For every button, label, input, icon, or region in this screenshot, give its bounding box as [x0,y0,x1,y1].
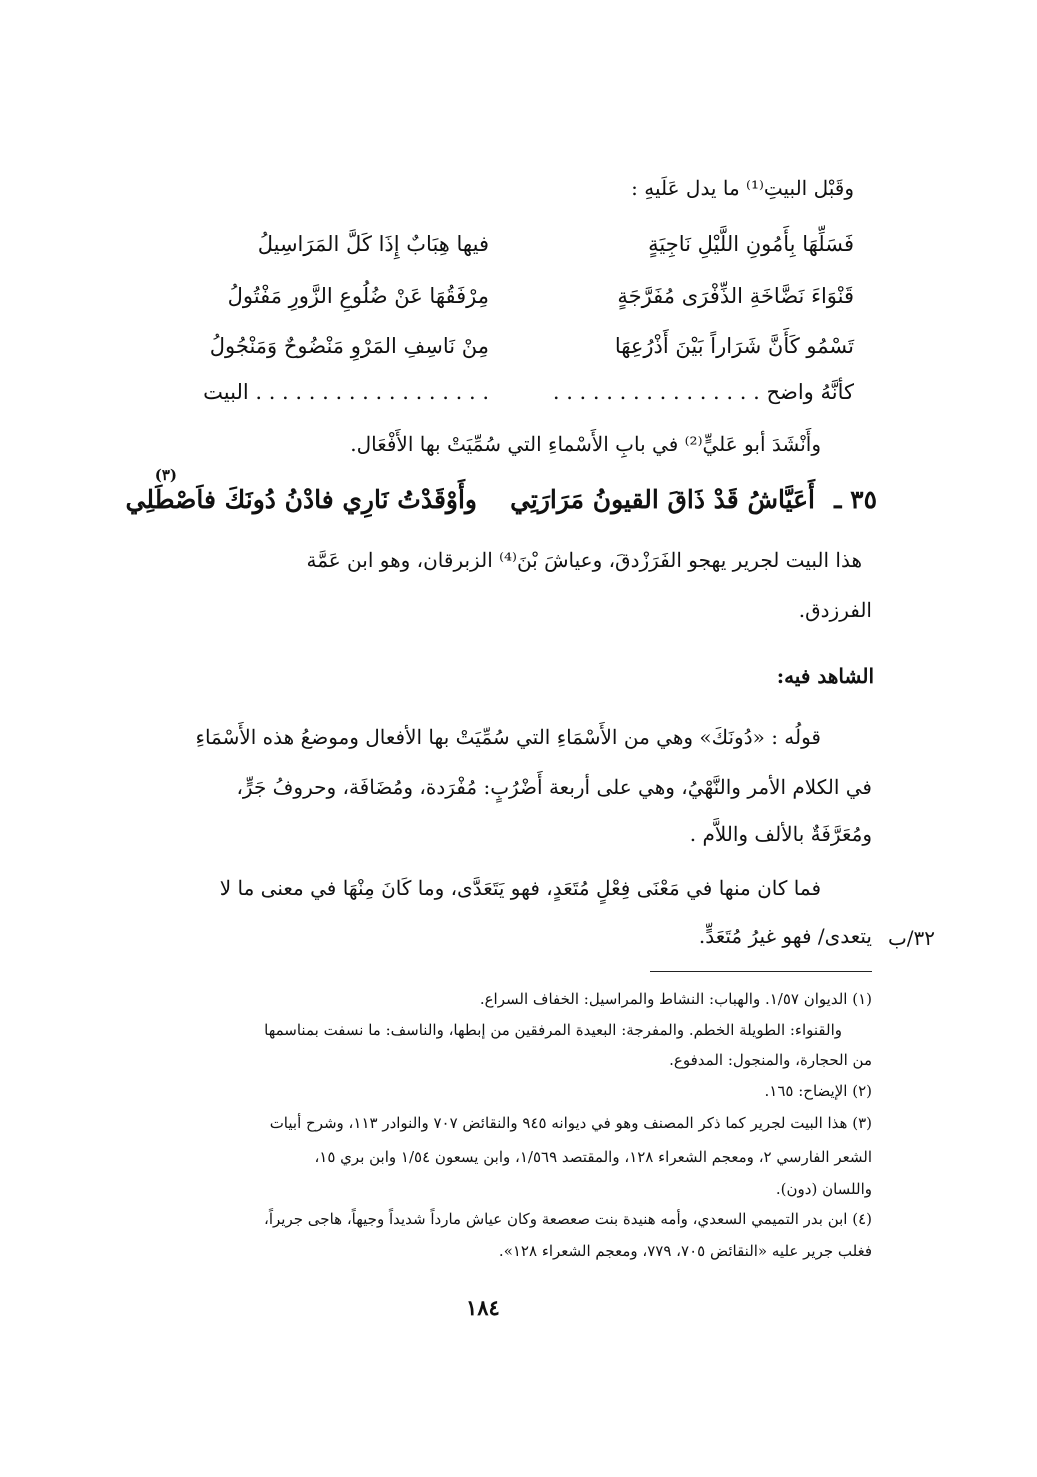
margin-folio-note: ٣٢/ب [887,926,935,950]
poem-3-second-hemistich: مِنْ نَاسِفِ المَرْوِ مَنْضُوحٌ وَمَنْجُولُ [209,334,489,358]
footnote-3-line-2: الشعر الفارسي ٢، ومعجم الشعراء ١٢٨، والمقتصد ١/٥٦٩، وابن يسعون ١/٥٤ وابن بري ١٥، [314,1148,872,1166]
para1-line-1: هذا البيت لجرير يهجو الفَرَزْدقَ، وعياشَ بْنَ⁽⁴⁾ الزبرقان، وهو ابن عَمَّة [306,548,862,572]
footnote-4-line-2: فغلب جرير عليه «النقائض ٧٠٥، ٧٧٩، ومعجم الشعراء ١٢٨». [498,1242,872,1260]
verse-35-number: ٣٥ ـ [834,485,877,514]
poem-4-first-hemistich: كأنَّهُ واضح . . . . . . . . . . . . . . . . [552,380,854,404]
shahid-heading: الشاهد فيه: [776,664,874,688]
para1-line-2: الفرزدق. [798,598,872,622]
intro-line: وقَبْل البيتِ⁽¹⁾ ما يدل عَلَيهِ : [631,176,854,200]
para2-line-3: ومُعَرَّفَةٌ بالألف واللاَّم . [689,822,872,846]
poem-1-second-hemistich: فيها هِبَابٌ إِذَا كَلَّ المَرَاسِيلُ [257,232,489,256]
poem-3-first-hemistich: تَسْمُو كَأَنَّ شَرَاراً بَيْنَ أَذْرُعِهَا [614,334,854,358]
footnote-4-line-1: (٤) ابن بدر التميمي السعدي، وأمه هنيدة بنت صعصعة وكان عياش مارداً شديداً وجيهاً، هاجى جريراً، [264,1210,872,1228]
footnote-2: (٢) الإيضاح: ١٦٥. [764,1082,872,1100]
page-number: ١٨٤ [466,1295,500,1320]
footnote-1-line-1: (١) الديوان ١/٥٧. والهباب: النشاط والمراسيل: الخفاف السراع. [479,990,872,1008]
poem-1-first-hemistich: فَسَلِّهَا بِأَمُونِ اللَّيْلِ نَاجِيَةٍ [648,232,854,256]
footnote-1-line-2: والقنواء: الطويلة الخطم. والمفرجة: البعيدة المرفقين من إبطها، والناسف: ما نسفت بمناسمها [264,1021,842,1039]
verse-35-first-hemistich: أَعَيَّاشُ قَدْ ذَاقَ القيونُ مَرَارَتِي [510,485,815,514]
poem-4-second-hemistich: . . . . . . . . . . . . . . . . . . البيت [203,380,489,404]
para2-line-2: في الكلام الأمر والنَّهْيُ، وهي على أربعة أَضْرُبٍ: مُفْرَدة، ومُضَافَة، وحروفُ جَرٍّ، [236,775,872,799]
para3-line-2: يتعدى/ فهو غيرُ مُتَعَدٍّ. [698,924,872,948]
para3-line-1: فما كان منها في مَعْنَى فِعْلٍ مُتَعَدٍ، فهو يَتَعَدَّى، وما كَانَ مِنْهَا في معنى ما لا [219,876,821,900]
anshad-line: وأَنْشَدَ أبو عَليٍّ⁽²⁾ في بابِ الأَسْماءِ التي سُمِّيَتْ بها الأَفْعَال. [350,432,821,456]
footnote-separator [650,971,872,972]
verse-35-second-hemistich: وأَوْقَدْتُ نَارِي فادْنُ دُونَكَ فاَصْطَلِي [125,485,477,514]
poem-2-second-hemistich: مِرْفَقُهَا عَنْ ضُلُوعِ الزَّورِ مَفْتُولُ [227,284,489,308]
footnote-mark-3: (٣) [154,466,177,484]
footnote-3-line-3: واللسان (دون). [775,1180,872,1198]
para2-line-1: قولُه : «دُونَكَ» وهي من الأَسْمَاءِ التي سُمِّيَتْ بها الأفعال وموضعُ هذه الأَسْمَاءِ [195,725,821,749]
footnote-3-line-1: (٣) هذا البيت لجرير كما ذكر المصنف وهو في ديوانه ٩٤٥ والنقائض ٧٠٧ والنوادر ١١٣، وشرح أبيات [269,1114,872,1132]
poem-2-first-hemistich: قَنْوَاءَ نَضَّاخَةِ الذِّفْرَى مُفَرَّجَةٍ [617,284,854,308]
footnote-1-line-3: من الحجارة، والمنجول: المدفوع. [669,1051,872,1069]
